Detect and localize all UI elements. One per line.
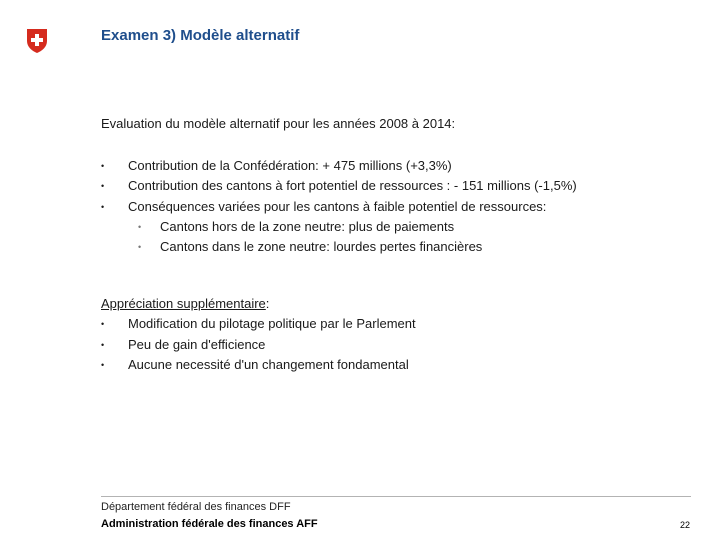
list-item xyxy=(101,314,416,334)
bullet: • xyxy=(101,161,105,171)
bullet: • xyxy=(101,359,105,370)
bullet: • xyxy=(138,242,142,253)
bullet: • xyxy=(138,221,142,232)
intro-text: Evaluation du modèle alternatif pour les années 2008 à 2014: xyxy=(101,116,456,131)
list-item-text: Peu de gain d'efficience xyxy=(128,336,266,352)
section-heading xyxy=(101,294,269,314)
footer-divider xyxy=(101,496,691,497)
bullet: • xyxy=(101,319,105,330)
footer-department: Département fédéral des finances DFF xyxy=(101,501,291,513)
list-item xyxy=(101,355,409,375)
list-item-text: Conséquences variées pour les cantons à faible potentiel de ressources: xyxy=(128,198,547,214)
swiss-cross-shield-icon xyxy=(26,28,48,54)
list-item-text: Contribution des cantons à fort potentiel de ressources : - 151 millions (-1,5%) xyxy=(128,178,577,194)
list-item-text: Modification du pilotage politique par le Parlement xyxy=(128,316,416,332)
slide-title: Examen 3) Modèle alternatif xyxy=(101,27,300,44)
sub-list-item-text: Cantons hors de la zone neutre: plus de paiements xyxy=(160,218,455,234)
additional-assessment-section xyxy=(101,294,416,375)
list-item-text: Contribution de la Confédération: + 475 millions (+3,3%) xyxy=(128,158,452,173)
bullet: • xyxy=(101,339,105,350)
page-number: 22 xyxy=(680,520,691,530)
list-item-text: Aucune necessité d'un changement fondamental xyxy=(128,356,409,372)
footer-administration: Administration fédérale des finances AFF xyxy=(101,518,318,530)
section-heading-colon: : xyxy=(265,296,270,311)
sub-list-item-text: Cantons dans le zone neutre: lourdes pertes financières xyxy=(160,239,483,255)
bullet: • xyxy=(101,181,105,192)
bullet: • xyxy=(101,201,105,212)
list-item xyxy=(101,335,269,355)
section-heading-text: Appréciation supplémentaire xyxy=(101,296,266,311)
